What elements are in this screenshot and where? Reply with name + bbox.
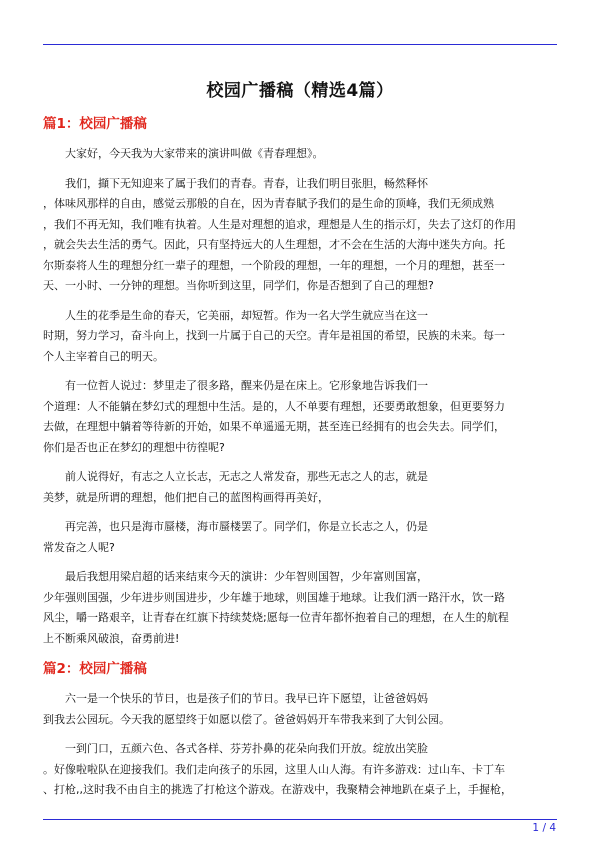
paragraph <box>43 144 557 165</box>
paragraph-line: 去做，在理想中躺着等待新的开始，如果不单遥遥无期，甚至连已经拥有的也会失去。同学们， <box>43 420 505 433</box>
paragraph-line: 我们，擷下无知迎来了属于我们的青春。青春，让我们明目张胆，畅然释怀 <box>65 176 428 190</box>
paragraph <box>43 567 557 649</box>
paragraph-line: 六一是一个快乐的节日，也是孩子们的节日。我早已许下愿望，让爸爸妈妈 <box>65 692 428 705</box>
paragraph-line: 少年强则国强，少年进步则国进步，少年雄于地球，则国雄于地球。让我们洒一路汗水，饮一路 <box>43 590 505 604</box>
paragraph-line: 风尘，嚼一路艰辛，让青春在红旗下持续焚烧;愿每一位青年都怀抱着自己的理想，在人生的航程 <box>43 611 509 624</box>
paragraph <box>43 467 557 508</box>
paragraph-line: 常发奋之人呢? <box>43 540 115 554</box>
paragraph-line: 。好像啦啦队在迎接我们。我们走向孩子的乐园，这里人山人海。有许多游戏：过山车、卡丁车 <box>43 762 505 776</box>
paragraph-line: ，就会失去生活的勇气。因此，只有坚持远大的人生理想，才不会在生活的大海中迷失方向。托 <box>43 238 505 251</box>
paragraph-line: ，我们不再无知，我们唯有执着。人生是对理想的追求，理想是人生的指示灯，失去了这灯的作用 <box>43 217 516 231</box>
paragraph-line: 时期，努力学习，奋斗向上，找到一片属于自己的天空。青年是祖国的希望，民族的未来。每一 <box>43 329 505 342</box>
paragraph-line: 到我去公园玩。今天我的愿望终于如愿以偿了。爸爸妈妈开车带我来到了大钊公园。 <box>43 712 450 726</box>
header-rule <box>43 44 557 45</box>
paragraph-line: 个人主宰着自己的明天。 <box>43 349 164 363</box>
paragraph <box>43 174 557 297</box>
paragraph-line: 有一位哲人说过：梦里走了很多路，醒来仍是在床上。它形象地告诉我们一 <box>65 379 428 392</box>
paragraph-line: 、打枪,,这时我不由自主的挑选了打枪这个游戏。在游戏中，我聚精会神地趴在桌子上，手握枪， <box>43 783 512 796</box>
paragraph-line: 天、一小时、一分钟的理想。当你听到这里，同学们，你是否想到了自己的理想? <box>43 279 434 292</box>
section-2 <box>43 658 557 801</box>
paragraph-line: 人生的花季是生命的春天，它美丽，却短暂。作为一名大学生就应当在这一 <box>65 308 428 322</box>
paragraph <box>43 739 557 801</box>
section-heading: 篇1：校园广播稿 <box>43 116 147 132</box>
page-number: 1 / 4 <box>532 822 556 834</box>
footer-rule <box>43 819 557 820</box>
paragraph-line: 你们是否也正在梦幻的理想中彷徨呢? <box>43 440 225 454</box>
paragraph <box>43 376 557 458</box>
paragraph <box>43 517 557 558</box>
paragraph-line: 尔斯泰将人生的理想分红一辈子的理想，一个阶段的理想，一年的理想，一个月的理想，甚至一 <box>43 258 505 272</box>
paragraph-line: ，体味风那样的自由，感觉云那般的自在，因为青春賦予我们的是生命的顶峰，我们无须成熟 <box>43 197 494 210</box>
paragraph-line: 一到门口，五颜六色、各式各样、芬芳扑鼻的花朵向我们开放。绽放出笑脸 <box>65 742 428 755</box>
paragraph-line: 再完善，也只是海市蜃楼，海市蜃楼罢了。同学们，你是立长志之人，仍是 <box>65 520 428 533</box>
section-heading: 篇2：校园广播稿 <box>43 661 147 677</box>
document-body <box>43 113 557 810</box>
paragraph <box>43 689 557 730</box>
document-title: 校园广播稿（精选4篇） <box>206 81 394 101</box>
section-1 <box>43 113 557 649</box>
paragraph-line: 个道理：人不能躺在梦幻式的理想中生活。是的，人不单要有理想，还要勇敢想象，但更要努力 <box>43 399 505 413</box>
paragraph <box>43 306 557 368</box>
paragraph-line: 最后我想用梁启超的话来结束今天的演讲：少年智则国智，少年富则国富， <box>65 570 428 583</box>
paragraph-line: 前人说得好，有志之人立长志，无志之人常发奋，那些无志之人的志，就是 <box>65 470 428 483</box>
paragraph-line: 大家好，今天我为大家带来的演讲叫做《青春理想》。 <box>65 147 324 160</box>
paragraph-line: 上不断乘风破浪，奋勇前进! <box>43 631 180 645</box>
paragraph-line: 美梦，就是所谓的理想，他们把自己的蓝图构画得再美好， <box>43 490 329 504</box>
